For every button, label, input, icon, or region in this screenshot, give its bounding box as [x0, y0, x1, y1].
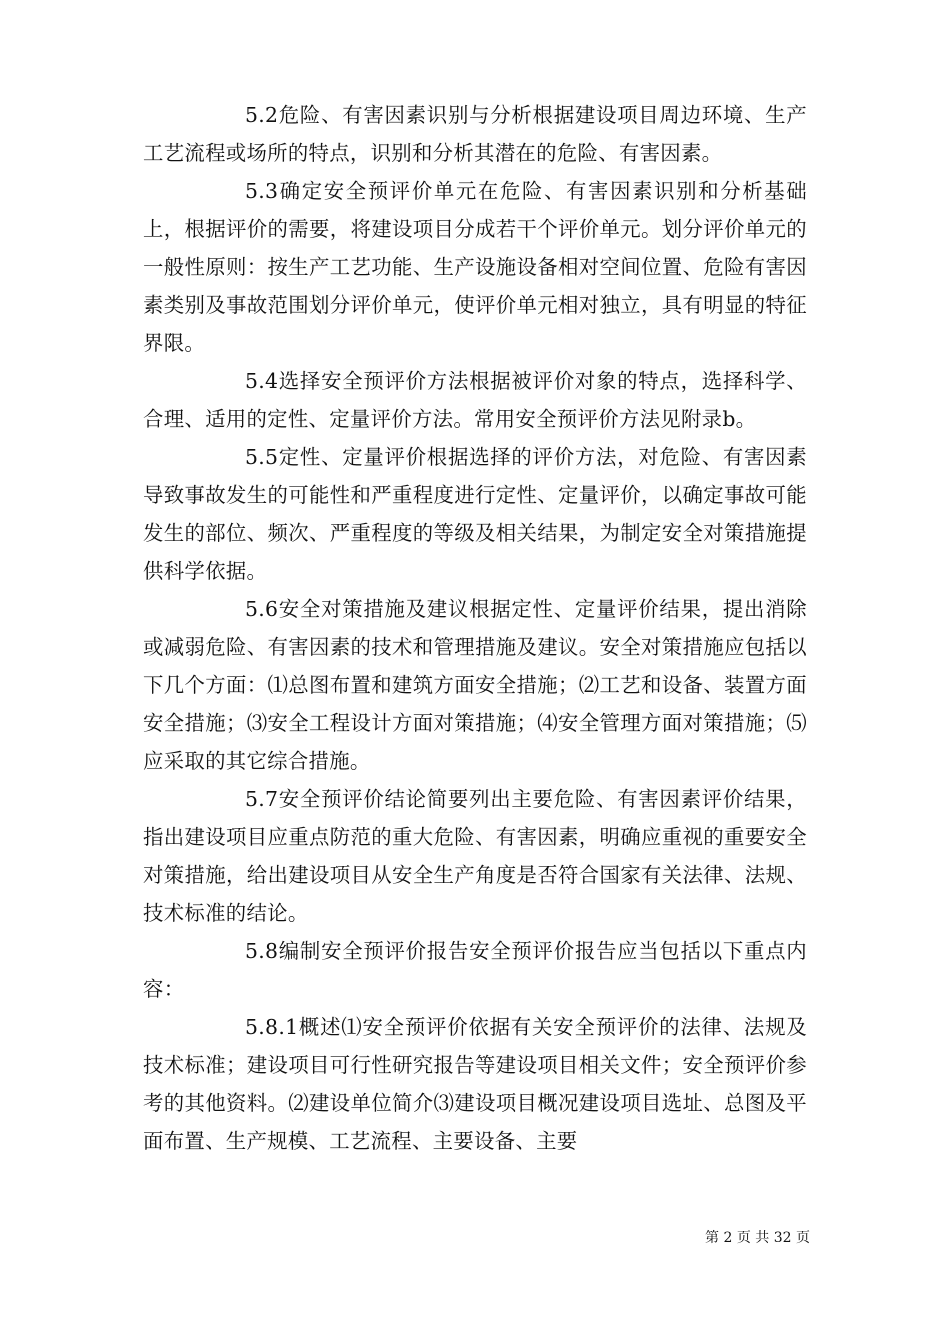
- paragraph-5-5: 5.5定性、定量评价根据选择的评价方法，对危险、有害因素导致事故发生的可能性和严重程度进行定性、定量评价，以确定事故可能发生的部位、频次、严重程度的等级及相关结果，为制定安全对策措施提供科学依据。: [143, 445, 807, 583]
- paragraph-5-4: 5.4选择安全预评价方法根据被评价对象的特点，选择科学、合理、适用的定性、定量评价方法。常用安全预评价方法见附录b。: [143, 369, 807, 431]
- paragraph-5-7: 5.7安全预评价结论简要列出主要危险、有害因素评价结果，指出建设项目应重点防范的重大危险、有害因素，明确应重视的重要安全对策措施，给出建设项目从安全生产角度是否符合国家有关法律、法规、技术标准的结论。: [143, 787, 807, 925]
- paragraph-5-2: 5.2危险、有害因素识别与分析根据建设项目周边环境、生产工艺流程或场所的特点，识别和分析其潜在的危险、有害因素。: [143, 103, 807, 165]
- paragraph-5-3: 5.3确定安全预评价单元在危险、有害因素识别和分析基础上，根据评价的需要，将建设项目分成若干个评价单元。划分评价单元的一般性原则：按生产工艺功能、生产设施设备相对空间位置、危险有害因素类别及事故范围划分评价单元，使评价单元相对独立，具有明显的特征界限。: [143, 179, 807, 355]
- page-number: 第 2 页 共 32 页: [705, 1230, 810, 1246]
- paragraph-5-8: 5.8编制安全预评价报告安全预评价报告应当包括以下重点内容：: [143, 939, 807, 1001]
- paragraph-5-8-1: 5.8.1概述⑴安全预评价依据有关安全预评价的法律、法规及技术标准；建设项目可行性研究报告等建设项目相关文件；安全预评价参考的其他资料。⑵建设单位简介⑶建设项目概况建设项目选址、总图及平面布置、生产规模、工艺流程、主要设备、主要: [143, 1015, 807, 1153]
- paragraph-5-6: 5.6安全对策措施及建议根据定性、定量评价结果，提出消除或减弱危险、有害因素的技术和管理措施及建议。安全对策措施应包括以下几个方面：⑴总图布置和建筑方面安全措施；⑵工艺和设备、装置方面安全措施；⑶安全工程设计方面对策措施；⑷安全管理方面对策措施；⑸应采取的其它综合措施。: [143, 597, 807, 773]
- document-body: [143, 96, 807, 1160]
